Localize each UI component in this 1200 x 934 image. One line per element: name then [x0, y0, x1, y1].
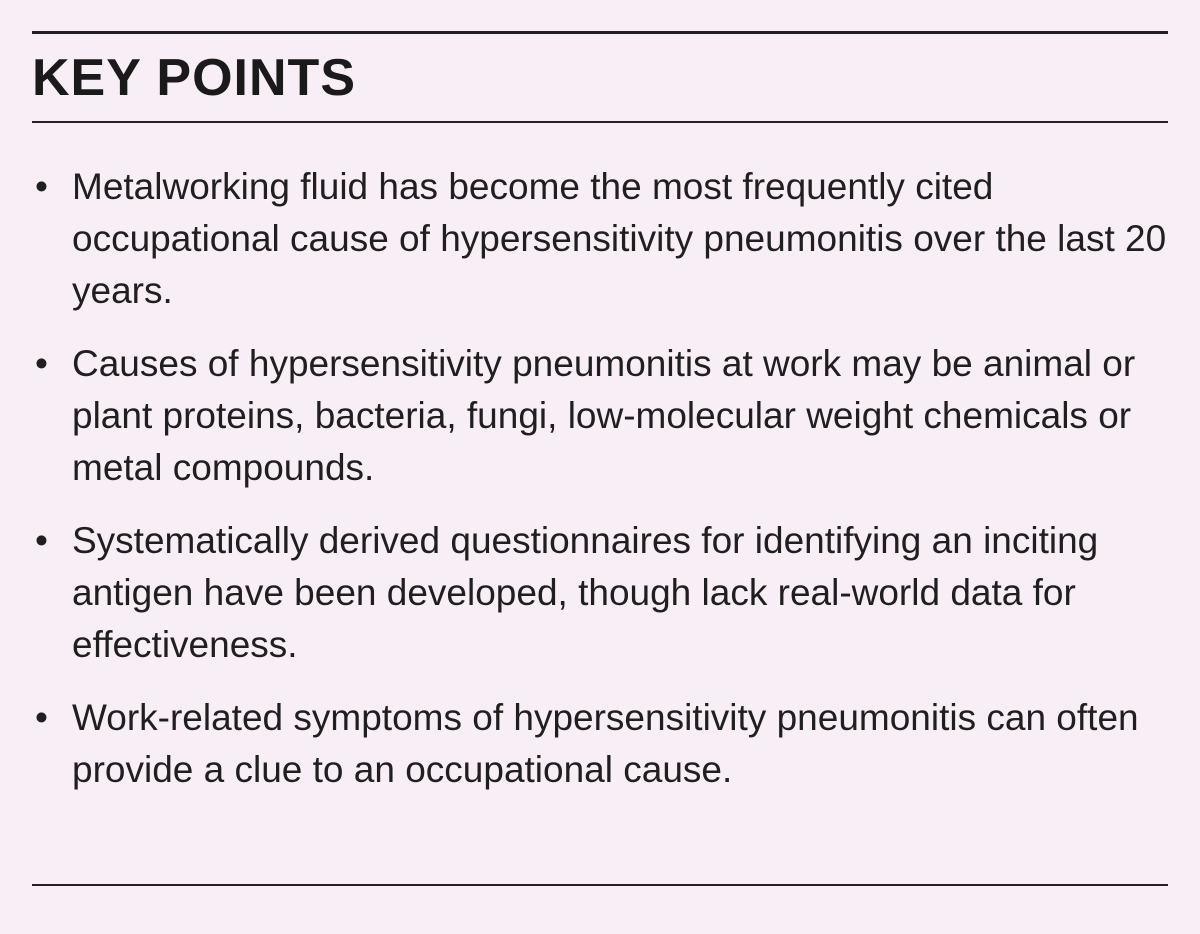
point-text: Causes of hypersensitivity pneumonitis at work may be animal or plant proteins, bacteria, fungi, low-molecular weight chemicals or metal compounds.: [72, 343, 1136, 488]
bullet-icon: •: [35, 166, 48, 207]
point-text: Work-related symptoms of hypersensitivity pneumonitis can often provide a clue to an occupational cause.: [72, 697, 1139, 790]
top-rule: [32, 31, 1168, 34]
list-item: [32, 515, 1168, 671]
point-text: Metalworking fluid has become the most frequently cited occupational cause of hypersensitivity pneumonitis over the last 20 years.: [72, 166, 1167, 311]
key-points-heading: KEY POINTS: [32, 49, 357, 107]
bottom-rule: [32, 884, 1168, 886]
list-item: [32, 692, 1168, 796]
bullet-icon: •: [35, 520, 48, 561]
point-text: Systematically derived questionnaires for identifying an inciting antigen have been developed, though lack real-world data for effectiveness.: [72, 520, 1099, 665]
key-points-list: [32, 161, 1168, 817]
list-item: [32, 338, 1168, 494]
key-points-box: [32, 0, 1168, 934]
list-item: [32, 161, 1168, 317]
bullet-icon: •: [35, 697, 48, 738]
heading-rule: [32, 121, 1168, 123]
bullet-icon: •: [35, 343, 48, 384]
